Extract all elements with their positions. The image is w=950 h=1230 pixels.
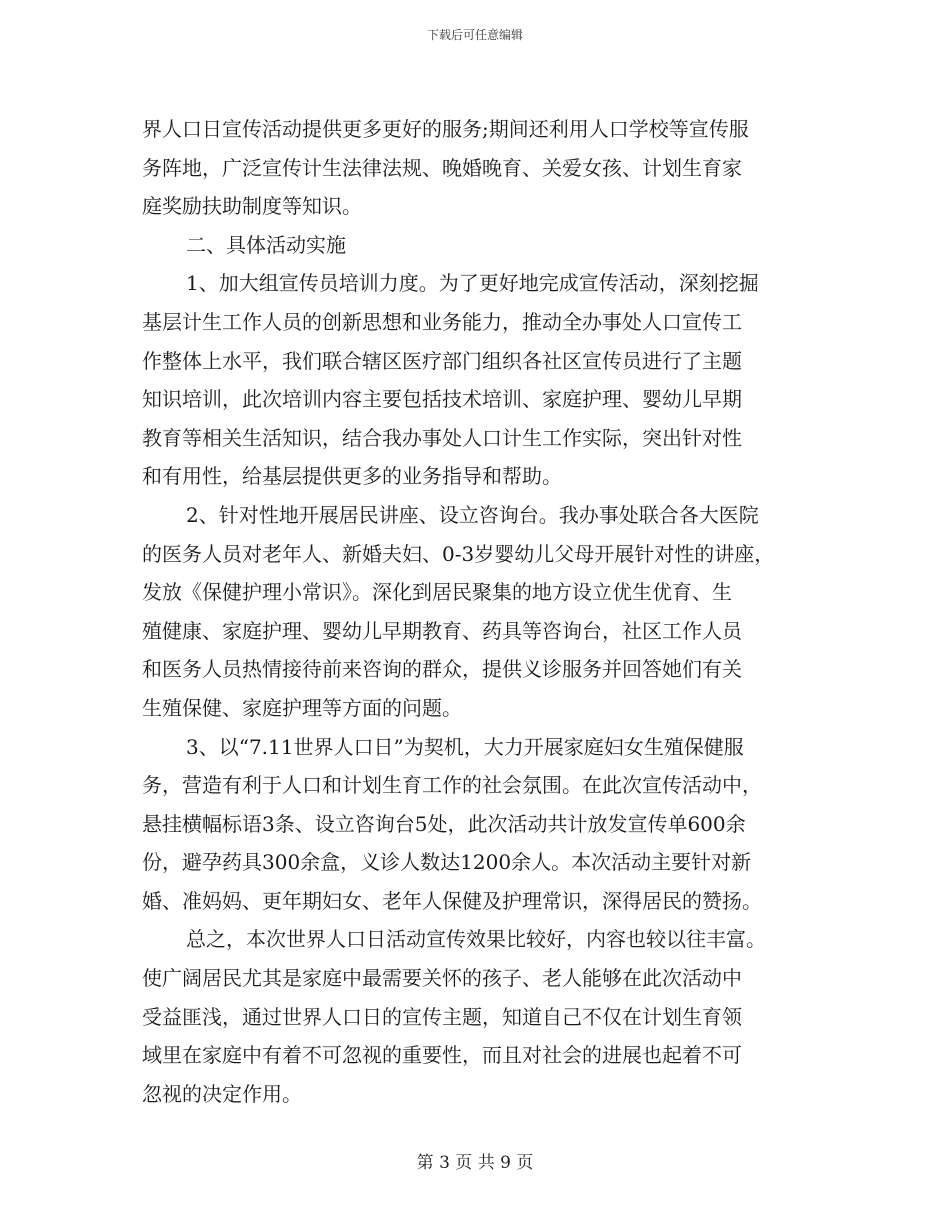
text-line: 务阵地，广泛宣传计生法律法规、晚婚晚育、关爱女孩、计划生育家 — [142, 155, 742, 180]
text-line: 的医务人员对老年人、新婚夫妇、0-3岁婴幼儿父母开展针对性的讲座， — [142, 541, 775, 566]
text-line: 知识培训，此次培训内容主要包括技术培训、家庭护理、婴幼儿早期 — [142, 387, 742, 412]
text-line: 忽视的决定作用。 — [142, 1081, 302, 1106]
page-number: 第 3 页 共 9 页 — [416, 1153, 534, 1173]
text-line: 和医务人员热情接待前来咨询的群众，提供义诊服务并回答她们有关 — [142, 657, 742, 682]
text-line: 教育等相关生活知识，结合我办事处人口计生工作实际，突出针对性 — [142, 425, 742, 450]
text-line: 总之，本次世界人口日活动宣传效果比较好，内容也较以往丰富。 — [186, 927, 766, 952]
text-line: 婚、准妈妈、更年期妇女、老年人保健及护理常识，深得居民的赞扬。 — [142, 888, 762, 913]
text-line: 生殖保健、家庭护理等方面的问题。 — [142, 695, 462, 720]
text-line: 域里在家庭中有着不可忽视的重要性，而且对社会的进展也起着不可 — [142, 1043, 742, 1068]
text-line: 作整体上水平，我们联合辖区医疗部门组织各社区宣传员进行了主题 — [142, 348, 742, 373]
text-line: 悬挂横幅标语3条、设立咨询台5处，此次活动共计放发宣传单600余 — [142, 811, 746, 836]
text-line: 受益匪浅，通过世界人口日的宣传主题，知道自己不仅在计划生育领 — [142, 1004, 742, 1029]
text-line: 发放《保健护理小常识》。深化到居民聚集的地方设立优生优育、生 — [142, 580, 732, 605]
text-line: 界人口日宣传活动提供更多更好的服务;期间还利用人口学校等宣传服 — [142, 117, 749, 141]
text-line: 和有用性，给基层提供更多的业务指导和帮助。 — [142, 464, 562, 489]
text-line: 1、加大组宣传员培训力度。为了更好地完成宣传活动，深刻挖掘 — [186, 271, 759, 296]
text-line: 基层计生工作人员的创新思想和业务能力，推动全办事处人口宣传工 — [142, 309, 742, 334]
section-heading: 二、具体活动实施 — [186, 232, 346, 257]
text-line: 殖健康、家庭护理、婴幼儿早期教育、药具等咨询台，社区工作人员 — [142, 618, 742, 643]
text-line: 份，避孕药具300余盒，义诊人数达1200余人。本次活动主要针对新 — [142, 850, 752, 875]
text-line: 务，营造有利于人口和计划生育工作的社会氛围。在此次宣传活动中， — [142, 773, 762, 798]
text-line: 2、针对性地开展居民讲座、设立咨询台。我办事处联合各大医院 — [186, 502, 759, 527]
document-body — [142, 110, 822, 1113]
text-line: 3、以“7.11世界人口日”为契机，大力开展家庭妇女生殖保健服 — [186, 734, 744, 759]
text-line: 庭奖励扶助制度等知识。 — [142, 194, 362, 219]
text-line: 使广阔居民尤其是家庭中最需要关怀的孩子、老人能够在此次活动中 — [142, 966, 742, 991]
download-note: 下载后可任意编辑 — [426, 28, 523, 42]
